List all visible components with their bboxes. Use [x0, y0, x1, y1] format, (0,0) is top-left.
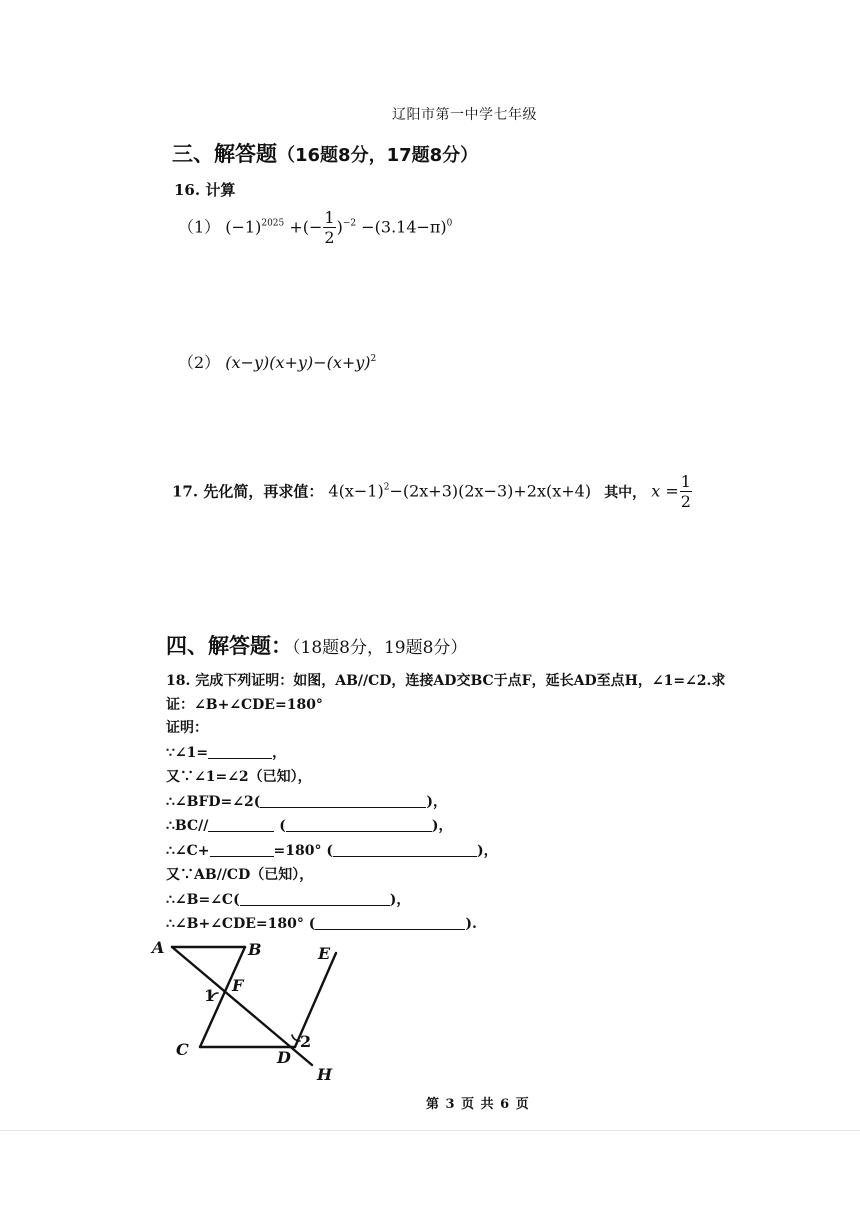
proof-step-5-text: ∴∠C+ [166, 842, 210, 859]
label-e: E [318, 944, 331, 963]
proof-blank-5[interactable] [210, 842, 274, 857]
proof-step-7-text: ∴∠B=∠C [166, 891, 234, 908]
section-3-scores: （16题8分，17题8分） [277, 145, 479, 166]
q17-where: 其中， [604, 484, 647, 501]
page-footer: 第 3 页 共 6 页 [426, 1097, 530, 1112]
proof-step-3-end: ， [433, 793, 448, 810]
q18-prompt-line2: 证：∠B+∠CDE=180° [166, 697, 323, 713]
label-a: A [152, 938, 165, 957]
q17-expr-b: −(2x+3)(2x−3)+2x(x+4) [389, 481, 592, 501]
label-d: D [277, 1048, 291, 1067]
proof-blank-6[interactable] [333, 842, 477, 857]
proof-blank-7[interactable] [240, 891, 390, 906]
q16-p1-term-c: ) [336, 217, 343, 237]
proof-step-3: ∴∠BFD=∠2( )， [166, 793, 448, 810]
q16-p1-term-a: (−1) [225, 217, 262, 237]
q16-p1-frac-den: 2 [324, 228, 335, 247]
q16-p1-term-d: −(3.14−π) [361, 217, 447, 237]
section-4-scores: （18题8分，19题8分） [292, 638, 468, 658]
proof-step-8-end: . [471, 916, 477, 932]
q17-line [172, 474, 693, 510]
proof-blank-2[interactable] [260, 793, 426, 808]
section-3-heading [172, 138, 478, 168]
label-angle-1: 1 [204, 986, 216, 1005]
proof-step-5: ∴∠C+ =180° ( )， [166, 842, 498, 859]
q16-p2-expr: (x−y)(x+y)−(x+y) [225, 353, 371, 372]
proof-step-4: ∴BC// ( )， [166, 818, 453, 834]
label-h: H [317, 1065, 333, 1084]
label-angle-2: 2 [300, 1032, 312, 1051]
proof-step-7: ∴∠B=∠C( )， [166, 891, 411, 908]
q16-p2-exp: 2 [370, 354, 377, 364]
q17-expr-a-exp: 2 [383, 482, 390, 493]
section-3-title: 三、解答题 [172, 142, 277, 166]
q16-p1-label: （1） [178, 217, 221, 237]
q16-p1-exp-d: 0 [446, 218, 453, 229]
q17-expr-a: 4(x−1) [328, 481, 384, 501]
q17-x-eq: x = [651, 481, 679, 501]
q16-p1-frac-num: 1 [324, 208, 335, 227]
q16-part1 [178, 210, 452, 246]
label-f: F [232, 976, 244, 995]
proof-step-4-end: ， [438, 818, 453, 834]
label-b: B [248, 940, 262, 959]
label-c: C [176, 1040, 189, 1059]
proof-blank-4[interactable] [286, 817, 432, 832]
proof-step-1 [166, 741, 498, 766]
proof-step-1-end: ， [272, 744, 287, 761]
q17-label: 17. 先化简，再求值： [172, 482, 324, 501]
proof-step-5-end: ， [483, 842, 498, 859]
proof-step-8: ∴∠B+∠CDE=180° ( ). [166, 916, 477, 932]
proof-step-1-text: ∵∠1= [166, 744, 209, 761]
q16-p1-fraction [323, 210, 335, 246]
proof-blank-8[interactable] [315, 915, 465, 930]
proof-step-3-text: ∴∠BFD=∠2 [166, 793, 254, 810]
q16-p1-exp-a: 2025 [261, 218, 285, 229]
section-4-title: 四、解答题： [166, 634, 292, 658]
q17-frac-num: 1 [680, 472, 691, 491]
q16-p1-exp-c: −2 [342, 218, 357, 229]
q17-fraction [680, 474, 692, 510]
page-header: 辽阳市第一中学七年级 [392, 107, 537, 123]
proof-blank-3[interactable] [208, 817, 274, 832]
q16-part2 [178, 350, 376, 373]
q16-p1-term-b: +(− [289, 217, 323, 237]
proof-title: 证明： [166, 720, 208, 736]
page-divider [0, 1130, 860, 1131]
q18-proof [166, 716, 498, 937]
proof-blank-1[interactable] [208, 744, 272, 759]
section-4-heading [166, 630, 467, 660]
geometry-figure [140, 935, 360, 1085]
q17-frac-den: 2 [680, 492, 691, 511]
proof-step-2: 又∵∠1=∠2（已知）， [166, 769, 312, 785]
q16-label: 16. 计算 [174, 181, 236, 199]
proof-step-7-end: ， [396, 891, 411, 908]
q18-prompt-line1: 18. 完成下列证明：如图，AB//CD，连接AD交BC于点F，延长AD至点H，∠1=∠2.求 [166, 673, 726, 689]
proof-step-6: 又∵AB//CD（已知）， [166, 867, 314, 883]
proof-step-8-text: ∴∠B+∠CDE=180° [166, 916, 304, 932]
proof-step-4-text: ∴BC// [166, 818, 209, 834]
q16-p2-label: （2） [178, 353, 221, 372]
proof-step-5-value: =180° [273, 842, 322, 859]
